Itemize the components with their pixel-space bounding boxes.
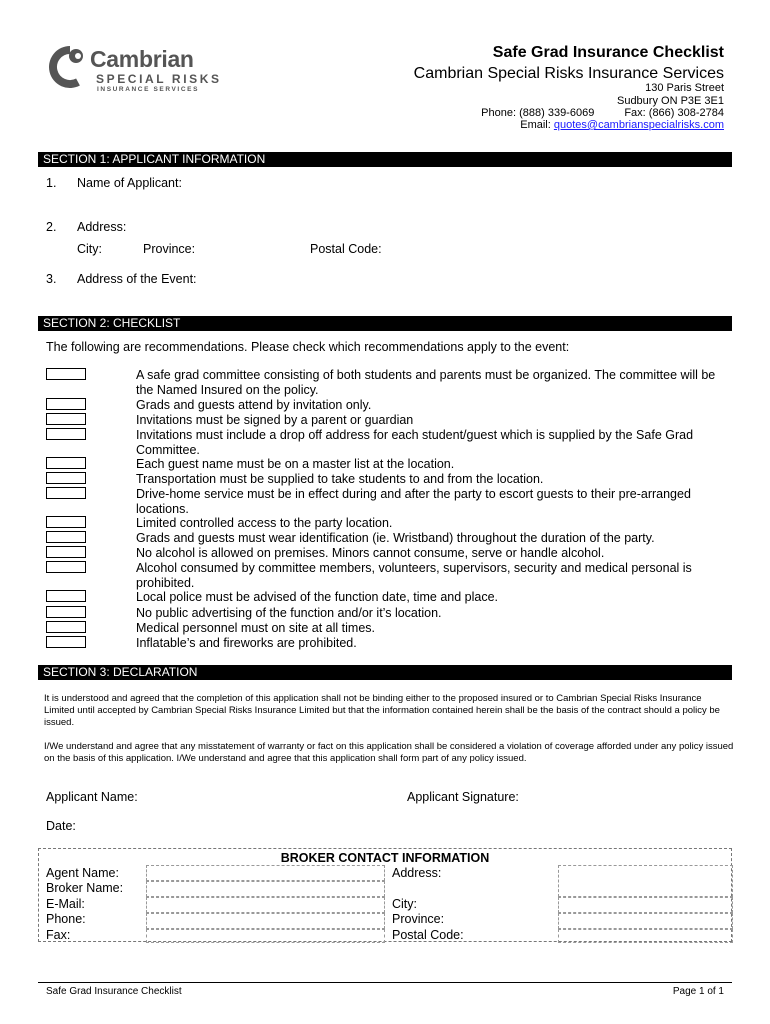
checklist-item: No public advertising of the function and/or it’s location. [136,606,442,620]
broker-address-label: Address: [392,866,442,880]
checklist-item: Inflatable’s and fireworks are prohibited. [136,636,357,650]
province-label: Province: [143,242,196,256]
checklist-item: Limited controlled access to the party location. [136,516,393,530]
checkbox-controlled-access[interactable] [46,516,86,528]
broker-city-input[interactable] [558,897,733,913]
checkbox-invitations-signed[interactable] [46,413,86,425]
document-title: Safe Grad Insurance Checklist [492,44,724,61]
q1-number: 1. [46,176,57,190]
checklist-item: Invitations must include a drop off address for each student/guest which is supplied by the Safe Grad Committee. [136,428,694,457]
agent-name-label: Agent Name: [46,866,119,880]
email-input[interactable] [146,897,385,913]
email-label: Email: [520,119,551,131]
cambrian-logo-icon [48,46,88,88]
checklist-intro: The following are recommendations. Please check which recommendations apply to the event: [46,340,570,354]
company-logo [48,46,228,96]
broker-province-label: Province: [392,912,445,926]
checkbox-invitation-only[interactable] [46,398,86,410]
broker-province-input[interactable] [558,913,733,929]
checkbox-inflatables-fireworks[interactable] [46,636,86,648]
date-label: Date: [46,819,76,833]
city-label: City: [77,242,102,256]
checkbox-no-advertising[interactable] [46,606,86,618]
broker-address-input[interactable] [558,865,733,897]
broker-name-input[interactable] [146,881,385,897]
event-address-label: Address of the Event: [77,272,197,286]
checkbox-committee[interactable] [46,368,86,380]
fax-label: Fax: [46,928,71,942]
footer-divider [38,982,732,983]
checklist-item: Medical personnel must on site at all times. [136,621,375,635]
checklist-item: Alcohol consumed by committee members, volunteers, supervisors, security and medical personal is prohibited. [136,561,692,590]
email-label: E-Mail: [46,897,85,911]
q2-number: 2. [46,220,57,234]
logo-brand: Cambrian [90,46,194,72]
agent-name-input[interactable] [146,865,385,881]
checkbox-no-alcohol[interactable] [46,546,86,558]
applicant-signature-label: Applicant Signature: [407,790,519,804]
checkbox-drive-home[interactable] [46,487,86,499]
fax-input[interactable] [146,929,385,943]
email-link[interactable]: quotes@cambrianspecialrisks.com [553,119,724,131]
email-line [520,119,724,131]
declaration-paragraph-2: I/We understand and agree that any misstatement of warranty or fact on this application shall be considered a violation of coverage afforded under any policy issued on the basis of this application. I/We understand and agree that this application shall form part of any policy issued. [44,741,734,764]
checklist-item: Grads and guests must wear identification (ie. Wristband) throughout the duration of the party. [136,531,655,545]
checklist-item: No alcohol is allowed on premises. Minors cannot consume, serve or handle alcohol. [136,546,605,560]
section1-header: SECTION 1: APPLICANT INFORMATION [38,152,732,167]
q3-number: 3. [46,272,57,286]
applicant-name-field-label: Applicant Name: [46,790,138,804]
section3-header: SECTION 3: DECLARATION [38,665,732,680]
checkbox-transportation[interactable] [46,472,86,484]
broker-postal-code-input[interactable] [558,929,733,943]
checklist-item: Invitations must be signed by a parent or guardian [136,413,414,427]
address-line1: 130 Paris Street [645,82,724,94]
postal-code-label: Postal Code: [310,242,382,256]
applicant-name-label: Name of Applicant: [77,176,182,190]
checklist-item: Drive-home service must be in effect during and after the party to escort guests to their pre-arranged locations. [136,487,691,516]
broker-contact-title: BROKER CONTACT INFORMATION [280,851,490,865]
phone-input[interactable] [146,913,385,929]
checklist-item: Grads and guests attend by invitation only. [136,398,372,412]
checklist-item: A safe grad committee consisting of both students and parents must be organized. The committee will be the Named Insured on the policy. [136,368,716,397]
checkbox-alcohol-committee[interactable] [46,561,86,573]
phone-number: Phone: (888) 339-6069 [481,107,595,119]
section2-header: SECTION 2: CHECKLIST [38,316,732,331]
address-line2: Sudbury ON P3E 3E1 [616,95,724,107]
contact-numbers [481,107,724,119]
logo-line1: SPECIAL RISKS [96,72,222,86]
checkbox-drop-off-address[interactable] [46,428,86,440]
broker-postal-code-label: Postal Code: [392,928,464,942]
checklist-item: Transportation must be supplied to take students to and from the location. [136,472,544,486]
checklist-item: Local police must be advised of the function date, time and place. [136,590,499,604]
broker-contact-table [38,848,732,942]
footer-page-number: Page 1 of 1 [672,986,724,997]
footer-document-name: Safe Grad Insurance Checklist [46,986,182,997]
declaration-paragraph-1: It is understood and agreed that the completion of this application shall not be binding either to the proposed insured or to Cambrian Special Risks Insurance Limited until accepted by Cambrian Special Risks Insurance Limited but that the information contained herein shall be the basis of the contract should a policy be issued. [44,693,720,728]
checkbox-medical-personnel[interactable] [46,621,86,633]
company-name: Cambrian Special Risks Insurance Services [413,65,724,82]
broker-city-label: City: [392,897,417,911]
phone-label: Phone: [46,912,86,926]
logo-line2: INSURANCE SERVICES [97,86,200,93]
checkbox-police-advised[interactable] [46,590,86,602]
checkbox-identification[interactable] [46,531,86,543]
fax-number: Fax: (866) 308-2784 [624,107,724,119]
broker-name-label: Broker Name: [46,881,124,895]
checklist-item: Each guest name must be on a master list at the location. [136,457,455,471]
address-label: Address: [77,220,127,234]
checkbox-master-list[interactable] [46,457,86,469]
